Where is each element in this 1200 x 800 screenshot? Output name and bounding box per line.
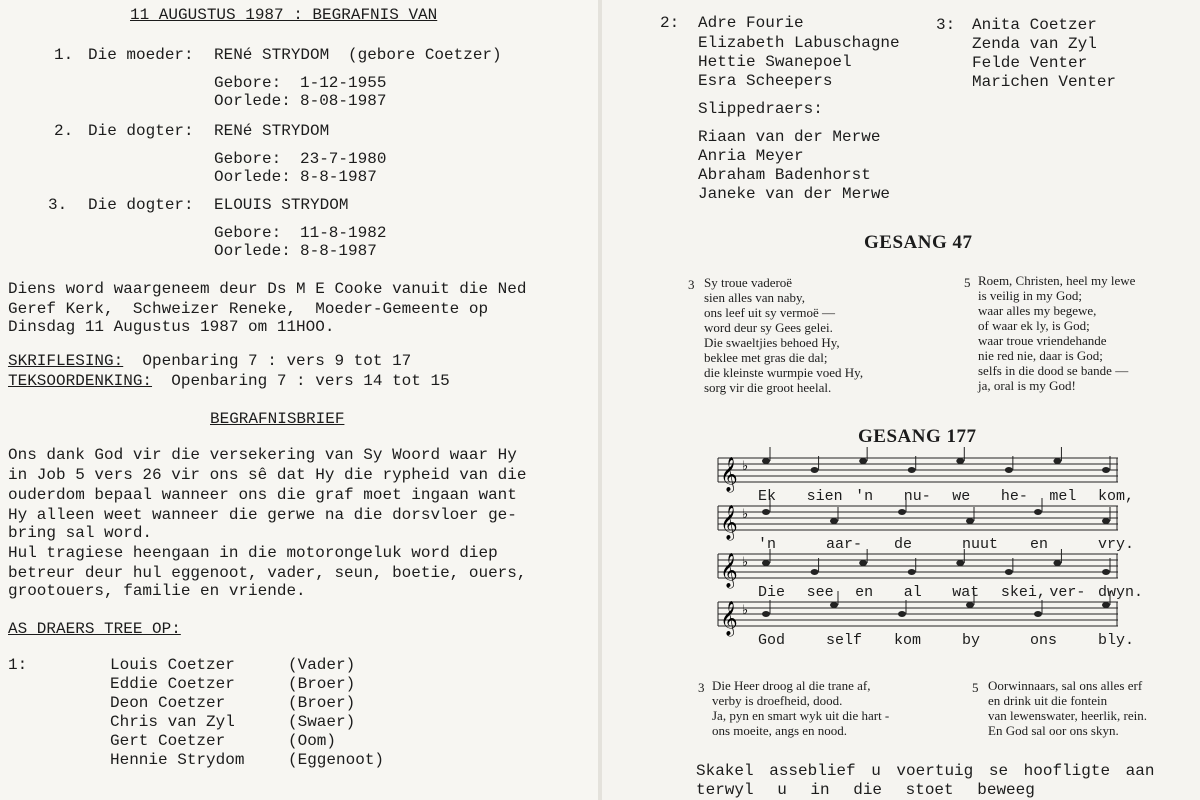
verse-line: waar troue vriendehande [978,333,1107,348]
deceased-2-died: 8-8-1987 [300,168,377,186]
lyric-syllable: he- [1000,488,1028,505]
bearer-name: Anita Coetzer [972,16,1097,34]
verse-line: die kleinste wurmpie voed Hy, [704,365,864,380]
verse-line: of waar ek ly, is God; [978,318,1090,333]
music-note [956,458,964,464]
verse-line: beklee met gras die dal; [704,350,828,365]
deceased-1-died-label: Oorlede: [214,92,291,110]
lyric-syllable: en [1030,536,1049,553]
letter-line: Ons dank God vir die versekering van Sy Woord waar Hy [8,446,517,464]
verse-line: Die Heer droog al die trane af, [712,678,871,693]
flat-sign-icon: ♭ [742,459,749,474]
flat-sign-icon: ♭ [742,507,749,522]
music-note [966,518,974,524]
music-note [1102,602,1110,608]
music-note [762,458,770,464]
bearer-relation: (Broer) [288,694,356,712]
lyric-syllable: ons [1030,632,1058,649]
text-meditation-label: TEKSOORDENKING: [8,372,153,390]
lyric-syllable: wat [952,584,980,601]
lyric-syllable: sien [806,488,843,505]
flat-sign-icon: ♭ [742,603,749,618]
verse-line: en drink uit die fontein [988,693,1108,708]
letter-line: in Job 5 vers 26 vir ons sê dat Hy die rypheid van die [8,466,527,484]
bearer-name: Chris van Zyl [110,713,235,731]
music-note [811,467,819,473]
hymn-177-verse-b-number: 5 [972,680,979,695]
lyric-syllable: we [952,488,971,505]
service-line: Diens word waargeneem deur Ds M E Cooke vanuit die Ned [8,280,527,298]
lyric-syllable: by [962,632,981,649]
treble-clef-icon: 𝄞 [720,553,738,588]
verse-line: sorg vir die groot heelal. [704,380,832,395]
letter-line: Hul tragiese heengaan in die motorongeluk word diep [8,544,498,562]
hymn-47-verse-a-number: 3 [688,277,695,292]
bearer-name: Eddie Coetzer [110,675,235,693]
treble-clef-icon: 𝄞 [720,601,738,636]
music-note [1102,518,1110,524]
scripture-reading-label: SKRIFLESING: [8,352,124,370]
verse-line: Roem, Christen, heel my lewe [978,273,1136,288]
bearer-name: Elizabeth Labuschagne [698,34,900,52]
text-meditation-text: Openbaring 7 : vers 14 tot 15 [152,372,450,390]
lyric-syllable: ver- [1049,584,1086,601]
bearer-name: Hennie Strydom [110,751,245,769]
bearer-relation: (Swaer) [288,713,356,731]
lyric-syllable: Ek [758,488,777,505]
bearer-name: Deon Coetzer [110,694,226,712]
lyric-syllable: self [826,632,863,649]
flat-sign-icon: ♭ [742,555,749,570]
lyric-syllable: dwyn. [1098,584,1144,601]
music-note [1034,611,1042,617]
music-note [908,467,916,473]
lyric-syllable: skei, [1000,584,1046,601]
lyric-syllable: de [894,536,913,553]
lyric-syllable: Die [758,584,786,601]
music-note [966,602,974,608]
verse-line: En God sal oor ons skyn. [988,723,1119,738]
deceased-3-born-label: Gebore: [214,224,282,242]
bearers-group-3-number: 3: [936,16,956,34]
lyric-syllable: kom [894,632,922,649]
lyric-syllable: nu- [903,488,931,505]
deceased-3-name: ELOUIS STRYDOM [214,196,349,214]
text-meditation [8,372,450,390]
treble-clef-icon: 𝄞 [720,505,738,540]
bearer-name: Hettie Swanepoel [698,53,852,71]
music-note [762,611,770,617]
pallbearers-heading: Slippedraers: [698,100,823,118]
bearer-relation: (Vader) [288,656,356,674]
footer-line: Skakel asseblief u voertuig se hoofligte aan [696,762,1155,780]
service-line: Dinsdag 11 Augustus 1987 om 11HOO. [8,318,335,336]
deceased-1-born-label: Gebore: [214,74,282,92]
music-staff [718,504,1138,556]
service-line: Geref Kerk, Schweizer Reneke, Moeder-Gemeente op [8,300,489,318]
music-note [762,560,770,566]
music-note [1005,467,1013,473]
verse-line: Ja, pyn en smart wyk uit die hart - [712,708,890,723]
lyric-syllable: see [806,584,834,601]
bearer-relation: (Broer) [288,675,356,693]
letter-line: ouderdom bepaal wanneer ons die graf moet ingaan want [8,486,517,504]
pallbearer-name: Anria Meyer [698,147,804,165]
letter-line: betreur deur hul eggenoot, vader, seun, boetie, ouers, [8,564,527,582]
bearer-name: Louis Coetzer [110,656,235,674]
music-note [898,509,906,515]
bearer-name: Felde Venter [972,54,1088,72]
deceased-1-name: RENé STRYDOM [214,46,330,64]
pallbearer-name: Janeke van der Merwe [698,185,891,203]
hymn-47-verse-b-number: 5 [964,275,971,290]
verse-line: Oorwinnaars, sal ons alles erf [988,678,1143,693]
letter-line: bring sal word. [8,524,153,542]
deceased-1-born: 1-12-1955 [300,74,387,92]
music-note [1034,509,1042,515]
pallbearer-name: Abraham Badenhorst [698,166,871,184]
deceased-2-born: 23-7-1980 [300,150,387,168]
verse-line: Die swaeltjies behoed Hy, [704,335,840,350]
music-note [1102,467,1110,473]
bearer-name: Adre Fourie [698,14,804,32]
lyric-syllable: 'n [855,488,874,505]
deceased-3-died-label: Oorlede: [214,242,291,260]
lyric-syllable: al [903,584,922,601]
verse-line: ja, oral is my God! [978,378,1076,393]
bearer-relation: (Oom) [288,732,337,750]
letter-line: grootouers, familie en vriende. [8,582,306,600]
music-note [956,560,964,566]
lyric-syllable: en [855,584,874,601]
lyric-syllable: 'n [758,536,777,553]
music-note [762,509,770,515]
footer-line: terwyl u in die stoet beweeg [696,781,1035,799]
hymn-177-verse-a-number: 3 [698,680,705,695]
deceased-2-died-label: Oorlede: [214,168,291,186]
bearer-relation: (Eggenoot) [288,751,385,769]
verse-line: ons leef uit sy vermoë — [704,305,836,320]
lyric-syllable: aar- [826,536,863,553]
music-note [1102,569,1110,575]
bearers-group-2-number: 2: [660,14,680,32]
lyric-syllable: kom, [1098,488,1135,505]
verse-line: verby is droefheid, dood. [712,693,843,708]
deceased-3-role: Die dogter: [88,196,194,214]
bearer-name: Gert Coetzer [110,732,226,750]
deceased-3-born: 11-8-1982 [300,224,387,242]
pallbearer-name: Riaan van der Merwe [698,128,881,146]
music-note [1053,458,1061,464]
hymn-47-title: GESANG 47 [864,232,973,253]
verse-line: Sy troue vaderoë [704,275,793,290]
bearers-heading: AS DRAERS TREE OP: [8,620,181,638]
funeral-letter-heading: BEGRAFNISBRIEF [210,410,345,428]
music-note [1005,569,1013,575]
music-note [908,569,916,575]
verse-line: waar alles my begewe, [978,303,1097,318]
deceased-2-born-label: Gebore: [214,150,282,168]
deceased-1-role: Die moeder: [88,46,194,64]
deceased-1-died: 8-08-1987 [300,92,387,110]
music-note [830,602,838,608]
verse-line: nie red nie, daar is God; [978,348,1103,363]
verse-line: ons moeite, angs en nood. [712,723,848,738]
verse-line: sien alles van naby, [704,290,805,305]
right-page [602,0,1200,800]
lyric-syllable: nuut [962,536,999,553]
bearer-name: Esra Scheepers [698,72,833,90]
bearer-name: Marichen Venter [972,73,1117,91]
program-title: 11 AUGUSTUS 1987 : BEGRAFNIS VAN [130,6,438,24]
deceased-1-note: (gebore Coetzer) [348,46,502,64]
hymn-177-title: GESANG 177 [858,426,977,447]
music-note [1053,560,1061,566]
letter-line: Hy alleen weet wanneer die gerwe na die dorsvloer ge- [8,506,517,524]
lyric-syllable: vry. [1098,536,1135,553]
treble-clef-icon: 𝄞 [720,457,738,492]
scripture-reading-text: Openbaring 7 : vers 9 tot 17 [123,352,412,370]
deceased-3-number: 3. [48,196,68,214]
music-note [898,611,906,617]
verse-line: is veilig in my God; [978,288,1082,303]
music-note [859,560,867,566]
verse-line: word deur sy Gees gelei. [704,320,833,335]
deceased-3-died: 8-8-1987 [300,242,377,260]
deceased-1-number: 1. [54,46,74,64]
left-page [0,0,598,800]
verse-line: selfs in die dood se bande — [978,363,1129,378]
lyric-syllable: God [758,632,786,649]
music-note [811,569,819,575]
deceased-2-name: RENé STRYDOM [214,122,330,140]
deceased-2-number: 2. [54,122,74,140]
bearer-name: Zenda van Zyl [972,35,1097,53]
scripture-reading [8,352,411,370]
verse-line: van lewenswater, heerlik, rein. [988,708,1148,723]
lyric-syllable: bly. [1098,632,1135,649]
deceased-2-role: Die dogter: [88,122,194,140]
music-note [830,518,838,524]
lyric-syllable: mel [1049,488,1077,505]
music-note [859,458,867,464]
bearers-group-1-number: 1: [8,656,28,674]
